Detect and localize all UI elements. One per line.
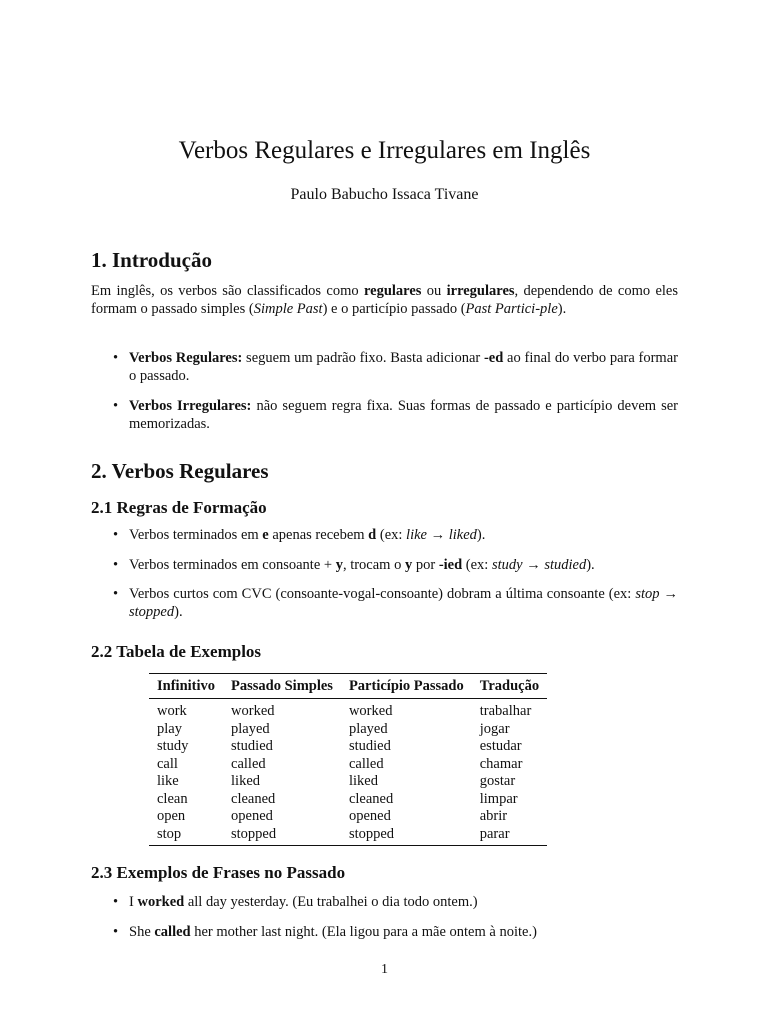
document-title: Verbos Regulares e Irregulares em Inglês: [178, 137, 591, 164]
examples-table: [149, 673, 547, 846]
list-item: • Verbos Irregulares: não seguem regra fixa. Suas formas de passado e particípio devem ser memorizadas.: [113, 398, 678, 432]
list-item: • She called her mother last night. (Ela ligou para a mãe ontem à noite.): [113, 923, 537, 940]
bullet-icon: •: [113, 556, 119, 573]
table-cell: call: [157, 755, 178, 772]
table-row: [149, 773, 547, 791]
table-cell: limpar: [479, 790, 518, 807]
bullet-icon: •: [113, 894, 119, 910]
table-cell: called: [231, 755, 266, 772]
subsection-heading-regras: 2.1 Regras de Formação: [91, 498, 267, 517]
column-header: Passado Simples: [223, 674, 341, 699]
table-cell: played: [231, 720, 270, 737]
table-row: [149, 721, 547, 739]
column-header: Tradução: [472, 674, 547, 699]
list-item: • Verbos Regulares: seguem um padrão fixo. Basta adicionar -ed ao final do verbo para formar o passado.: [113, 350, 678, 384]
table-cell: study: [157, 738, 189, 754]
table-cell: liked: [348, 773, 378, 789]
bullet-icon: •: [113, 350, 119, 366]
intro-paragraph: Em inglês, os verbos são classificados como regulares ou irregulares, dependendo de como eles formam o passado simples (Simple Past) e o particípio passado (Past Partici-ple).: [91, 283, 679, 317]
table-cell: chamar: [479, 755, 523, 772]
table-cell: clean: [157, 790, 188, 807]
table-cell: cleaned: [348, 790, 394, 807]
table-row: [149, 826, 547, 846]
subsection-heading-tabela: 2.2 Tabela de Exemplos: [91, 642, 262, 661]
table-cell: gostar: [479, 773, 516, 789]
table-cell: estudar: [479, 738, 522, 754]
table-cell: called: [348, 755, 384, 772]
section-heading-verbos-regulares: 2. Verbos Regulares: [91, 459, 269, 483]
list-item: • Verbos terminados em consoante + y, trocam o y por -ied (ex: study → studied).: [113, 556, 595, 573]
table-cell: played: [348, 720, 388, 737]
table-row: [149, 738, 547, 756]
list-item: • Verbos terminados em e apenas recebem d (ex: like → liked).: [113, 527, 486, 543]
table-cell: studied: [231, 738, 273, 754]
table-cell: stopped: [231, 825, 277, 842]
table-cell: abrir: [479, 808, 508, 824]
table-cell: work: [157, 703, 187, 719]
intro-bullet-list: [91, 350, 678, 433]
table-row: [149, 756, 547, 774]
bullet-icon: •: [113, 586, 119, 602]
subsection-heading-frases: 2.3 Exemplos de Frases no Passado: [91, 863, 346, 882]
table-cell: jogar: [479, 720, 510, 737]
table-cell: worked: [348, 703, 393, 719]
table-cell: worked: [231, 703, 275, 719]
document-author: Paulo Babucho Issaca Tivane: [290, 186, 479, 203]
section-heading-introducao: 1. Introdução: [91, 248, 212, 272]
table-cell: play: [157, 720, 182, 737]
table-row: [149, 791, 547, 809]
rules-bullet-list: [91, 527, 678, 621]
table-cell: cleaned: [231, 790, 276, 807]
table-cell: stop: [157, 825, 182, 842]
bullet-icon: •: [113, 923, 119, 940]
table-header-row: [149, 674, 547, 699]
table-cell: open: [157, 808, 186, 824]
table-cell: liked: [231, 773, 261, 789]
table-cell: trabalhar: [479, 703, 532, 719]
column-header: Infinitivo: [149, 674, 223, 699]
table-cell: studied: [348, 738, 391, 754]
table-cell: opened: [348, 808, 391, 824]
table-row: [149, 808, 547, 826]
sentences-bullet-list: [91, 894, 678, 941]
list-item: • I worked all day yesterday. (Eu trabalhei o dia todo ontem.): [113, 894, 478, 910]
column-header: Particípio Passado: [341, 674, 472, 699]
table-cell: like: [157, 773, 179, 789]
table-cell: opened: [231, 808, 273, 824]
table-cell: parar: [479, 825, 510, 842]
bullet-icon: •: [113, 398, 119, 414]
bullet-icon: •: [113, 527, 119, 543]
list-item: • Verbos curtos com CVC (consoante-vogal-consoante) dobram a última consoante (ex: stop → stopped).: [113, 586, 679, 620]
page-number: 1: [381, 962, 388, 977]
table-row: [149, 699, 547, 721]
table-cell: stopped: [348, 825, 395, 842]
